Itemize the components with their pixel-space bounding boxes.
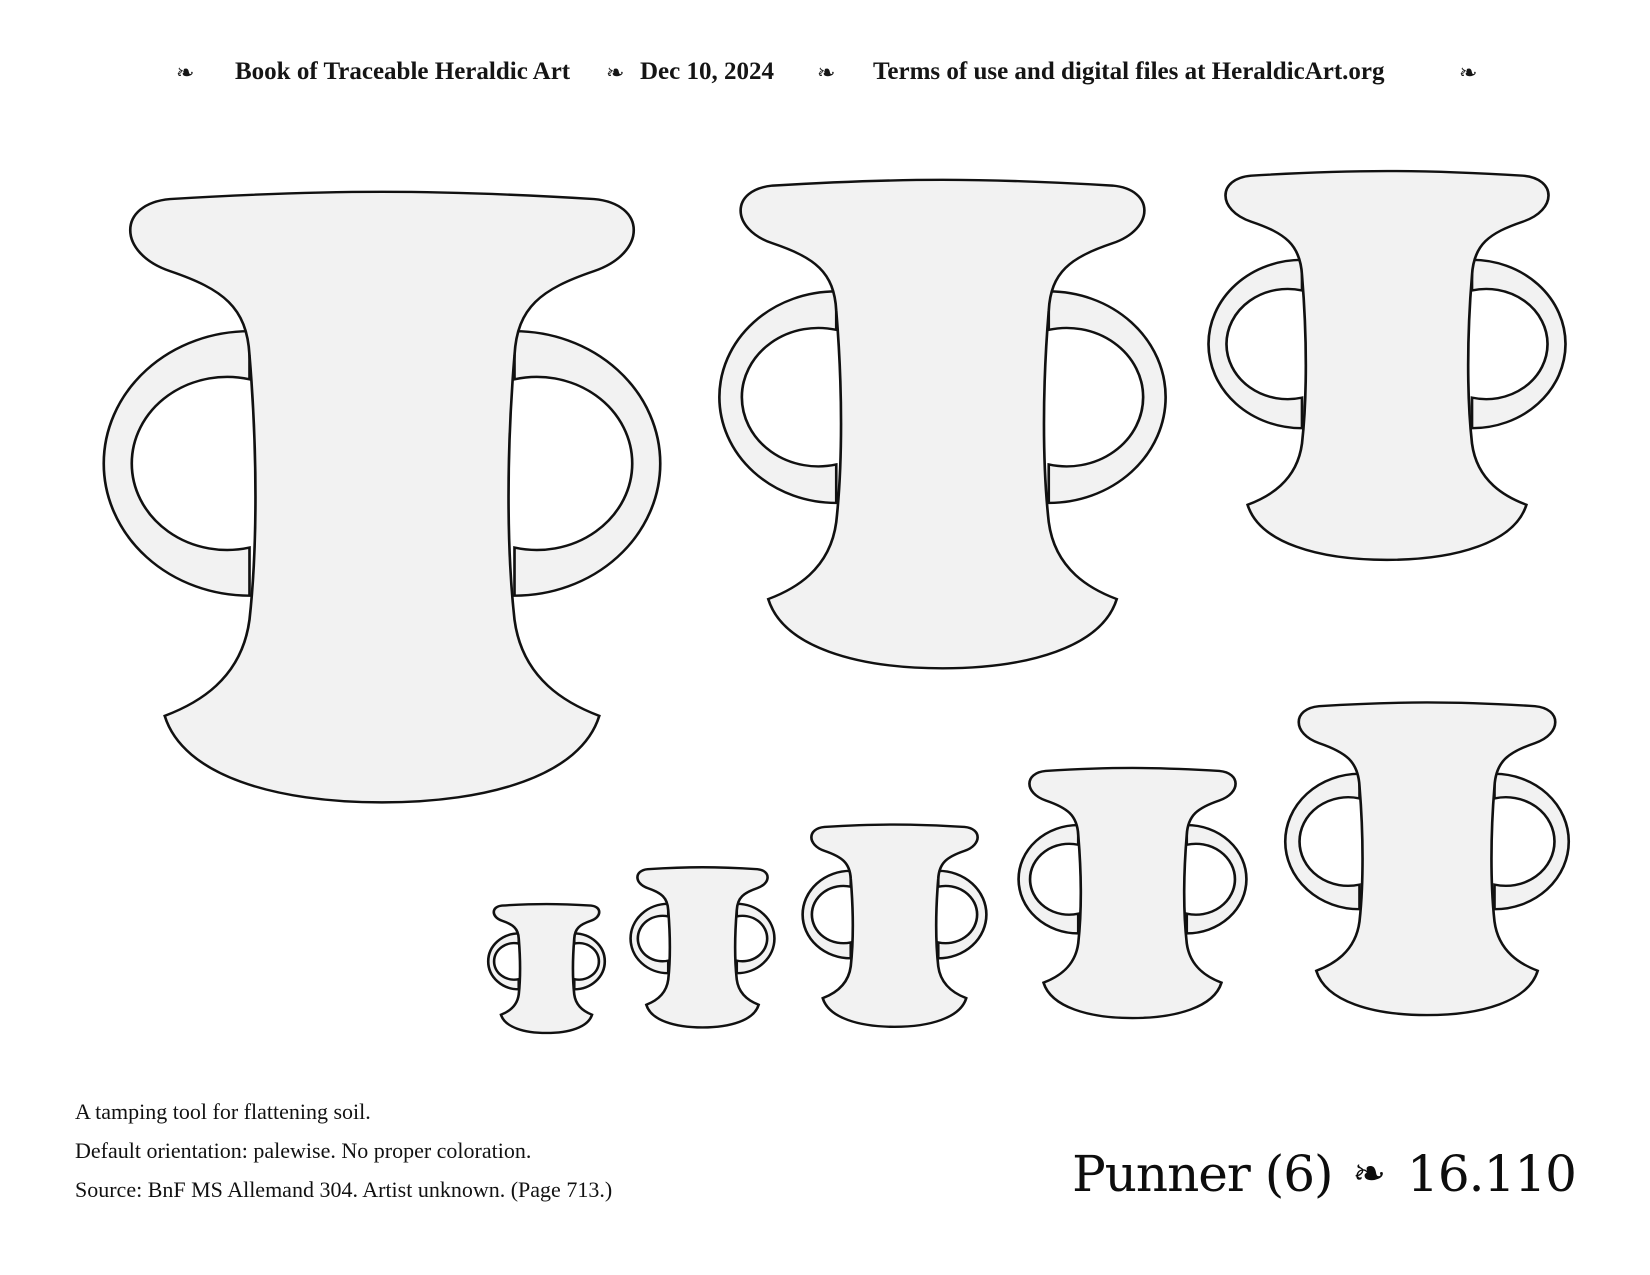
punner-body [811,825,977,1027]
punner-body [1226,171,1549,560]
punner-body [1299,702,1556,1015]
source-text: Source: BnF MS Allemand 304. Artist unknown. (Page 713.) [75,1177,613,1202]
punner-figure [631,867,775,1027]
right-handle [938,871,986,959]
description-text: A tamping tool for flattening soil. [75,1099,371,1124]
orientation-text: Default orientation: palewise. No proper coloration. [75,1138,532,1163]
right-handle [574,933,605,989]
punner-figure [1019,768,1247,1018]
plate-number: 16.110 [1407,1145,1576,1203]
right-handle [515,331,661,595]
terms-link[interactable]: Terms of use and digital files at HeraldicArt.org [873,58,1385,85]
fleuron-icon: ❧ [817,60,836,85]
punner-figure [488,904,605,1033]
plate-title [1072,1141,1576,1211]
left-handle [631,904,669,973]
book-title: Book of Traceable Heraldic Art [235,58,571,85]
punner-figure [104,192,661,803]
left-handle [104,331,250,595]
fleuron-icon: ❧ [1352,1151,1386,1197]
punner-figure [1285,702,1569,1015]
left-handle [1209,260,1303,428]
punner-figure [719,180,1165,668]
punner-body [130,192,634,803]
punner-figure [803,825,987,1027]
punner-figure [1209,171,1566,560]
left-handle [1019,825,1079,933]
left-handle [803,871,851,959]
punner-body [741,180,1145,668]
right-handle [1495,774,1569,909]
caption-block [75,1092,612,1209]
fleuron-icon: ❧ [176,60,195,85]
left-handle [719,291,836,503]
header-date: Dec 10, 2024 [640,58,774,85]
plate-name: Punner (6) [1072,1145,1333,1203]
right-handle [1049,291,1166,503]
punner-body [1029,768,1235,1018]
left-handle [488,933,519,989]
left-handle [1285,774,1359,909]
punner-body [494,904,599,1033]
fleuron-icon: ❧ [1459,60,1478,85]
right-handle [1472,260,1566,428]
right-handle [1187,825,1247,933]
punner-body [637,867,767,1027]
right-handle [737,904,775,973]
fleuron-icon: ❧ [606,60,625,85]
